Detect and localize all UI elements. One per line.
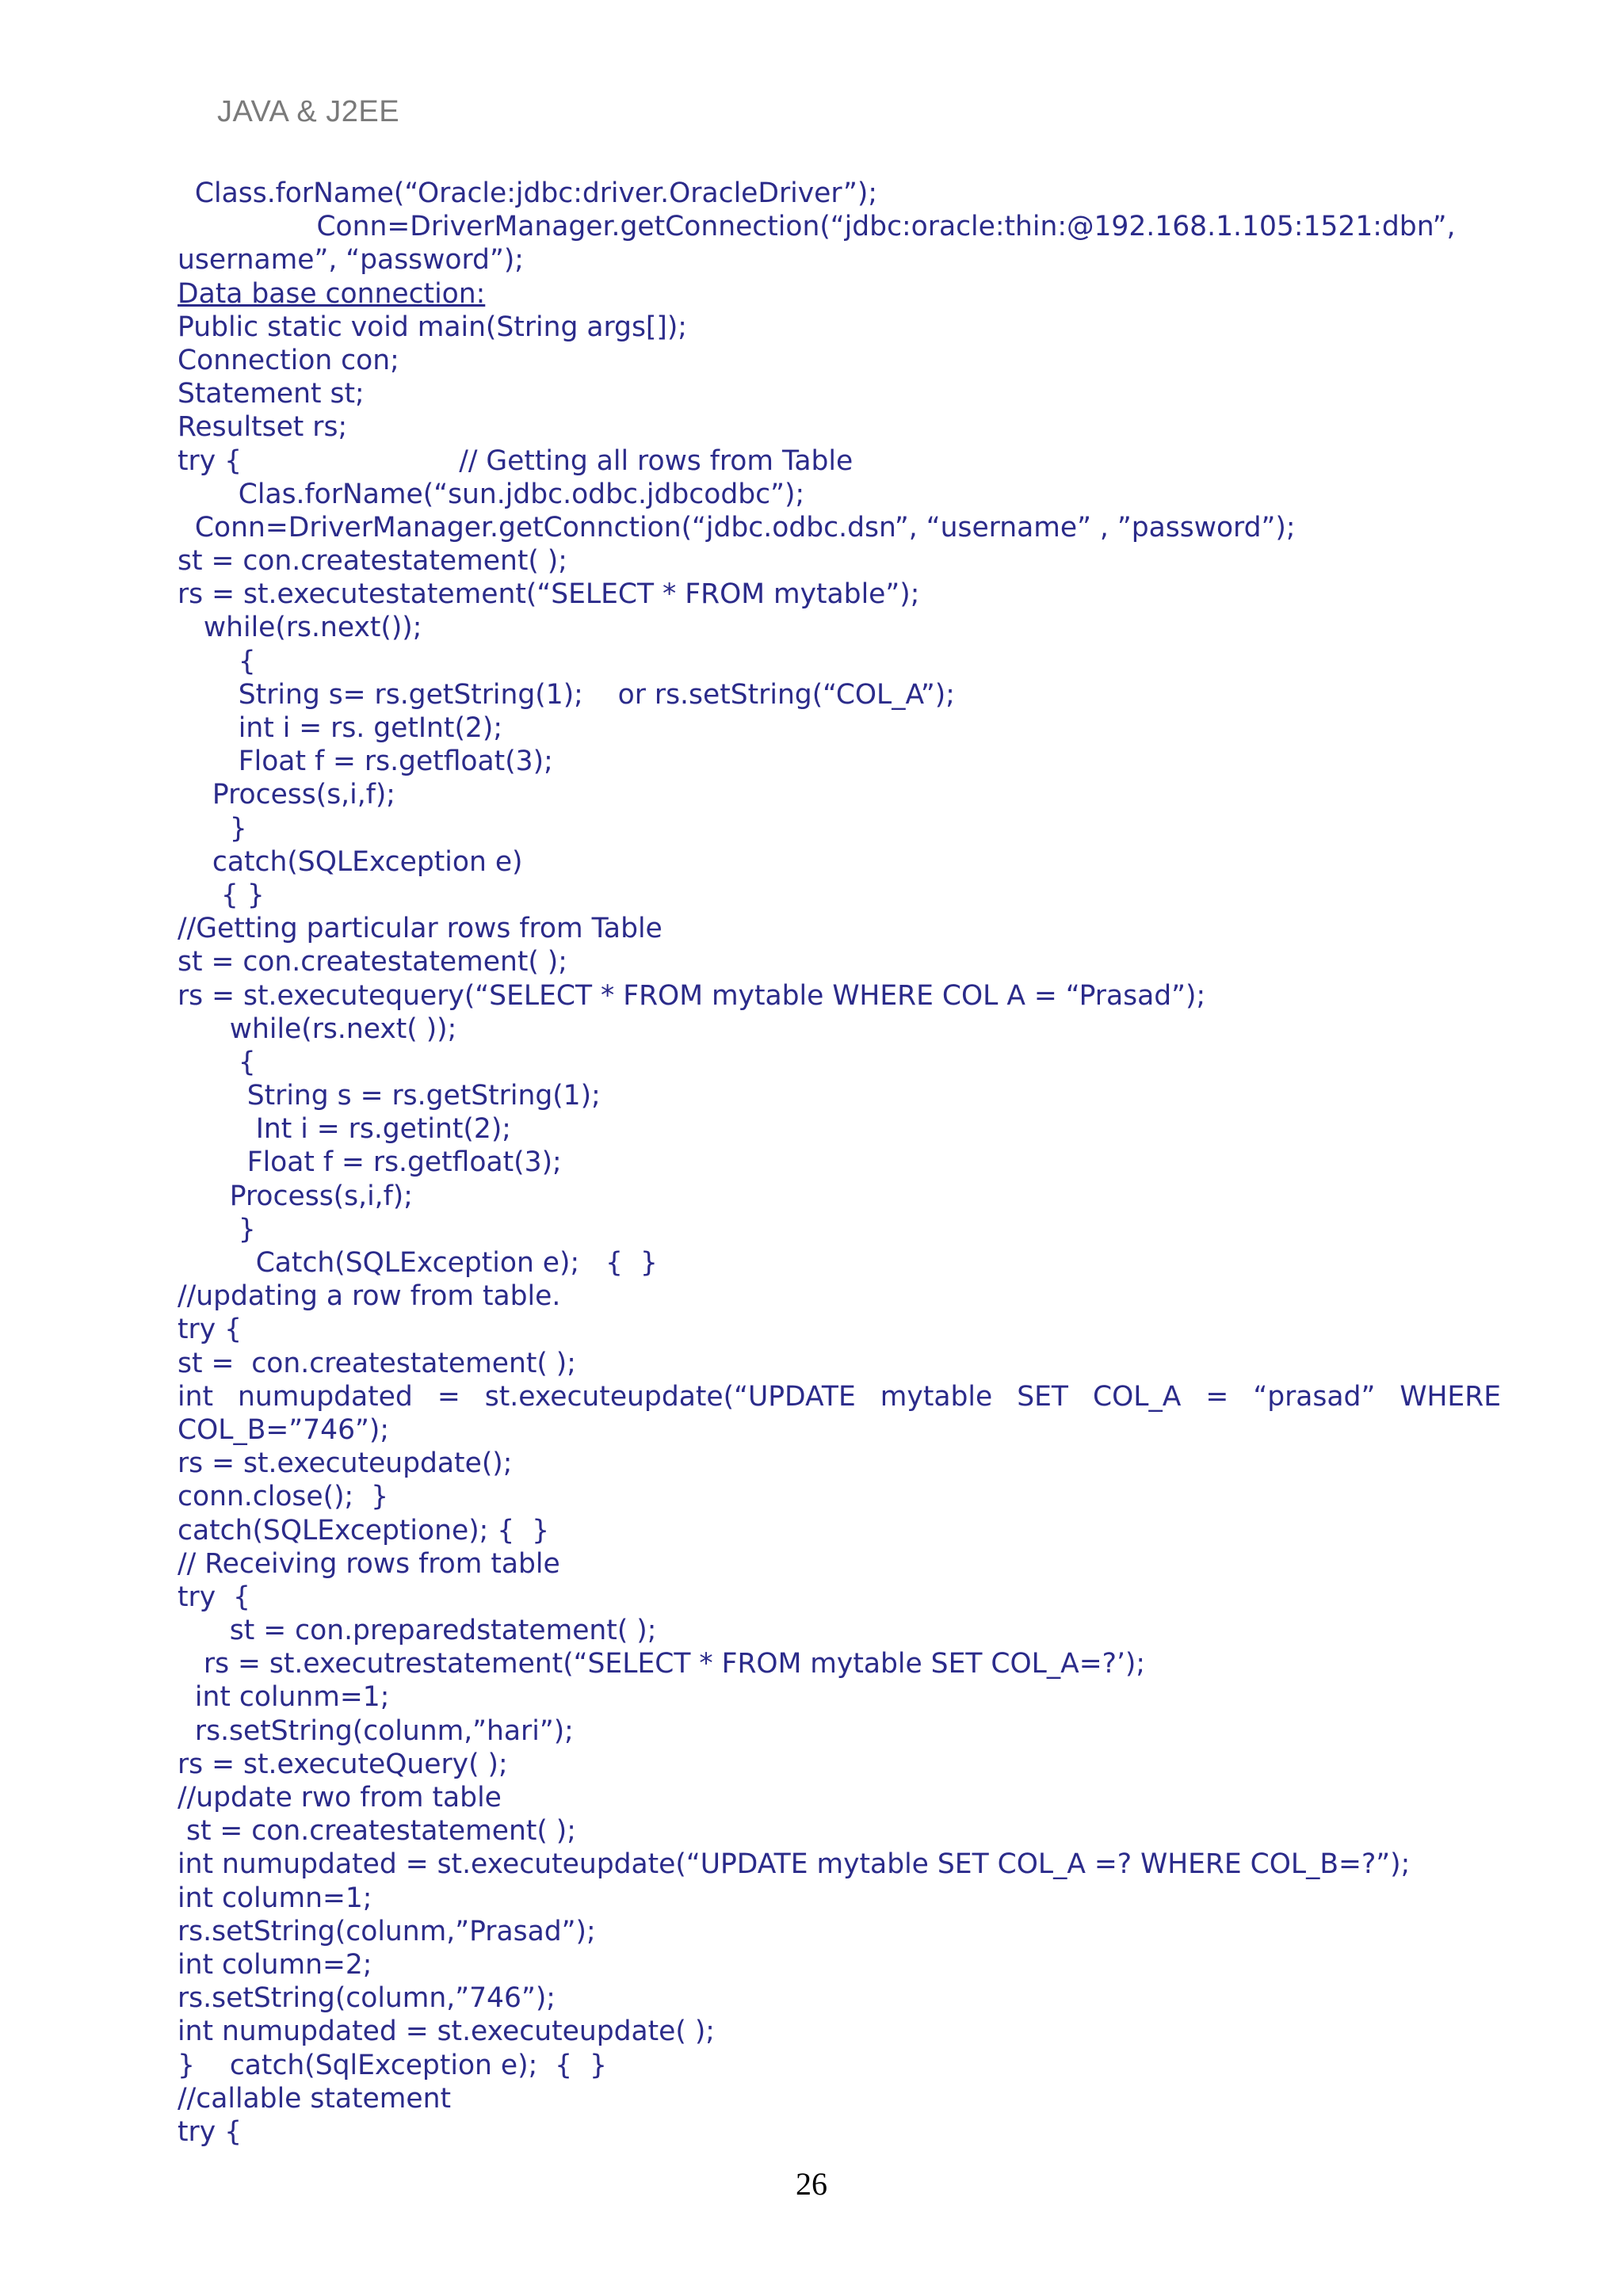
code-line-text: Connection con; [178,344,399,376]
code-line-text: try { // Getting all rows from Table [178,444,854,477]
code-line-text: catch(SQLException e) [178,845,523,878]
code-line-text: String s = rs.getString(1); [178,1080,601,1112]
code-line [178,1915,1501,1948]
code-line-text: Resultset rs; [178,411,348,444]
code-line-text: Data base connection: [178,277,486,310]
code-line [178,778,1501,811]
code-line [178,812,1501,845]
code-listing [178,177,1501,2149]
code-line-text: rs = st.executrestatement(“SELECT * FROM mytable SET COL_A=?’); [178,1648,1145,1680]
code-line [178,711,1501,745]
code-line [178,1680,1501,1714]
code-line-text: Catch(SQLException e); { } [178,1247,658,1279]
code-line [178,1981,1501,2015]
code-line-text: st = con.createstatement( ); [178,1815,576,1848]
code-line-text: int numupdated = st.executeupdate(“UPDATE mytable SET COL_A = “prasad” WHERE [178,1380,1501,1413]
code-line [178,1380,1501,1413]
code-line [178,945,1501,978]
code-line [178,1146,1501,1179]
code-line [178,1581,1501,1614]
code-line [178,1547,1501,1581]
code-line-text: try { [178,1314,242,1346]
code-line-text: Class.forName(“Oracle:jdbc:driver.OracleDriver”); [178,177,877,209]
code-line-text: } [178,1213,256,1245]
code-line [178,2082,1501,2115]
code-line [178,1013,1501,1046]
code-line [178,1246,1501,1280]
code-line-text: Public static void main(String args[]); [178,311,687,343]
code-line-text: { } [178,879,265,911]
code-line-text: conn.close(); } [178,1481,389,1513]
code-line [178,1213,1501,1246]
code-line-text: Process(s,i,f); [178,779,395,811]
code-line [178,511,1501,544]
code-line-text: Float f = rs.getfloat(3); [178,1146,562,1179]
code-line [178,745,1501,778]
code-line [178,210,1501,243]
code-line [178,1347,1501,1380]
code-line-text: COL_B=”746”); [178,1413,389,1446]
code-line-text: rs = st.executestatement(“SELECT * FROM mytable”); [178,578,920,611]
code-line-text: //update rwo from table [178,1782,502,1814]
code-line-text: //callable statement [178,2082,451,2115]
code-line-text: Statement st; [178,378,365,410]
code-line [178,2015,1501,2048]
code-line [178,678,1501,711]
code-line-text: //updating a row from table. [178,1280,561,1313]
code-line [178,879,1501,912]
code-line-text: { [178,645,256,677]
code-line-text: Conn=DriverManager.getConnection(“jdbc:oracle:thin:@192.168.1.105:1521:dbn”, [178,211,1456,243]
code-line-text: username”, “password”); [178,244,524,277]
code-line [178,1447,1501,1480]
code-line [178,1714,1501,1748]
code-line-text: st = con.createstatement( ); [178,1347,576,1379]
code-line-text: int numupdated = st.executeupdate( ); [178,2016,715,2048]
code-line-text: try { [178,1581,251,1613]
code-line [178,277,1501,311]
code-line-text: rs = st.executequery(“SELECT * FROM mytable WHERE COL A = “Prasad”); [178,979,1206,1012]
code-line [178,1948,1501,1981]
code-line [178,1112,1501,1146]
code-line [178,344,1501,377]
code-line [178,1413,1501,1447]
code-line [178,912,1501,945]
code-line [178,2115,1501,2149]
page-number: 26 [796,2166,827,2202]
code-line-text: int numupdated = st.executeupdate(“UPDATE mytable SET COL_A =? WHERE COL_B=?”); [178,1848,1411,1881]
code-line [178,243,1501,277]
code-line-text: while(rs.next( )); [178,1013,457,1045]
code-line-text: rs.setString(column,”746”); [178,1982,556,2015]
code-line-text: try { [178,2115,242,2148]
code-line-text: Int i = rs.getint(2); [178,1113,511,1146]
code-line [178,578,1501,611]
code-line [178,2049,1501,2082]
code-line-text: Conn=DriverManager.getConnction(“jdbc.odbc.dsn”, “username” , ”password”); [178,511,1296,543]
code-line-text: int colunm=1; [178,1681,390,1714]
code-line-text: //Getting particular rows from Table [178,913,663,945]
code-line-text: catch(SQLExceptione); { } [178,1514,550,1547]
code-line [178,311,1501,344]
code-line [178,1748,1501,1781]
code-line [178,1814,1501,1848]
code-line [178,1614,1501,1647]
code-line-text: } catch(SqlException e); { } [178,2049,607,2081]
code-line-text: } [178,812,247,845]
code-line [178,1882,1501,1915]
code-line [178,1046,1501,1079]
code-line-text: int column=1; [178,1882,372,1914]
code-line-text: st = con.createstatement( ); [178,545,567,578]
code-line-text: while(rs.next()); [178,612,422,644]
code-line [178,979,1501,1013]
running-header: JAVA & J2EE [217,95,400,128]
code-line [178,1480,1501,1513]
code-line-text: String s= rs.getString(1); or rs.setString(“COL_A”); [178,678,955,711]
code-line [178,1647,1501,1680]
code-line-text: int i = rs. getInt(2); [178,712,502,744]
code-line-text: int column=2; [178,1948,372,1981]
code-line [178,1313,1501,1346]
code-line-text: // Receiving rows from table [178,1547,560,1580]
code-line [178,444,1501,478]
code-line-text: { [178,1046,256,1078]
code-line [178,1180,1501,1213]
code-line-text: rs = st.executeupdate(); [178,1447,513,1480]
code-line-text: rs.setString(colunm,”Prasad”); [178,1915,596,1947]
code-line [178,177,1501,210]
code-line [178,1514,1501,1547]
code-line [178,544,1501,578]
code-line-text: st = con.preparedstatement( ); [178,1615,657,1647]
code-line-text: Clas.forName(“sun.jdbc.odbc.jdbcodbc”); [178,478,805,510]
code-line [178,478,1501,511]
code-line-text: rs = st.executeQuery( ); [178,1748,508,1780]
code-line [178,1079,1501,1112]
code-line [178,845,1501,879]
code-line-text: Float f = rs.getfloat(3); [178,746,553,778]
code-line [178,1781,1501,1814]
code-line-text: st = con.createstatement( ); [178,946,567,978]
code-line [178,410,1501,444]
code-line [178,645,1501,678]
code-line [178,1848,1501,1881]
code-line [178,377,1501,410]
code-line-text: rs.setString(colunm,”hari”); [178,1714,574,1747]
code-line [178,611,1501,644]
code-line-text: Process(s,i,f); [178,1180,413,1212]
code-line [178,1280,1501,1313]
